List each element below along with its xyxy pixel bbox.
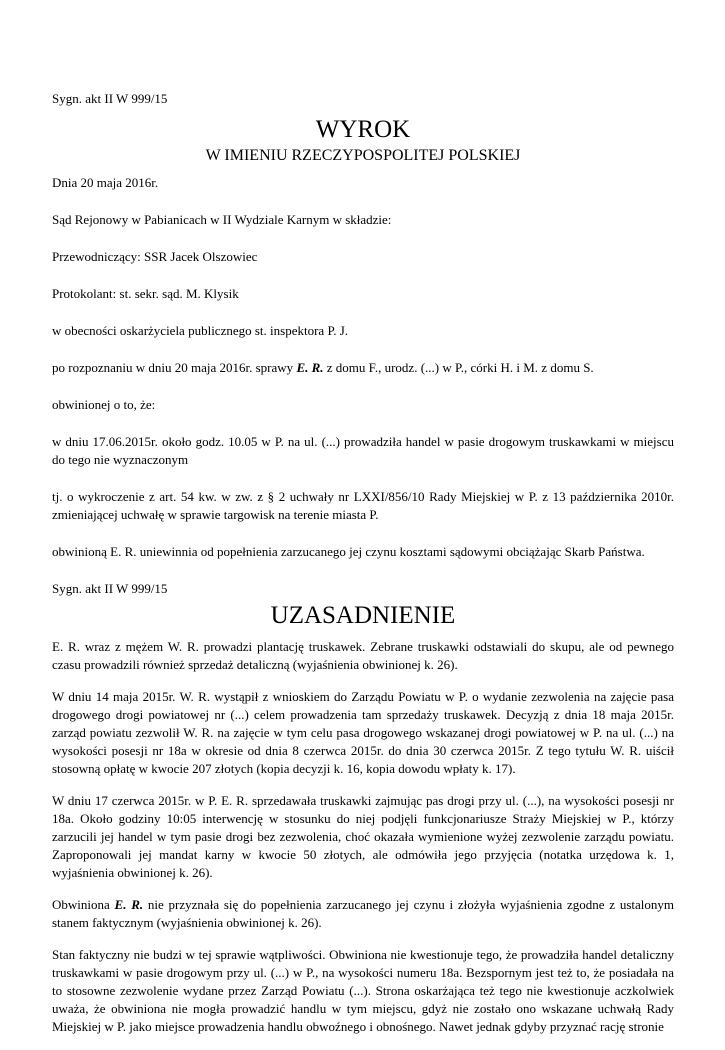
court-clerk: Protokolant: st. sekr. sąd. M. Klysik bbox=[52, 286, 239, 301]
accused-intro: obwinionej o to, że: bbox=[52, 397, 156, 412]
p4-accused-name: E. R. bbox=[114, 897, 144, 912]
case-text-pre: po rozpoznaniu w dniu 20 maja 2016r. sprawy bbox=[52, 360, 297, 375]
justification-paragraph-1: E. R. wraz z mężem W. R. prowadzi plantację truskawek. Zebrane truskawki odstawiali do skupu, ale od pewnego czasu prowadzili również sprzedaż detaliczną (wyjaśnienia obwinionej k. 26). bbox=[52, 639, 674, 672]
judgment-subtitle: W IMIENIU RZECZYPOSPOLITEJ POLSKIEJ bbox=[205, 147, 521, 164]
justification-paragraph-3: W dniu 17 czerwca 2015r. w P. E. R. sprzedawała truskawki zajmując pas drogi przy ul. (...), na wysokości posesji nr 18a. Około godziny 10:05 interwencję w stosunku do niej podjęli funkcjonariusze Straży Miejskiej w P., którzy zarzucili jej handel w tym pasie drogi bez zezwolenia, choć okazała wymienione wyżej zezwolenie zarządu powiatu. Zaproponowali jej mandat karny w kwocie 50 złotych, ale odmówiła jego przyjęcia (notatka urzędowa k. 1, wyjaśnienia obwinionej k. 26). bbox=[52, 793, 674, 880]
case-signature-2: Sygn. akt II W 999/15 bbox=[52, 581, 168, 596]
p4-text-post: nie przyznała się do popełnienia zarzucanego jej czynu i złożyła wyjaśnienia zgodne z ustalonym stanem faktycznym (wyjaśnienia obwinionej k. 26). bbox=[52, 897, 675, 930]
court-composition: Sąd Rejonowy w Pabianicach w II Wydziale Karnym w składzie: bbox=[52, 212, 392, 227]
justification-paragraph-2: W dniu 14 maja 2015r. W. R. wystąpił z wnioskiem do Zarządu Powiatu w P. o wydanie zezwolenia na zajęcie pasa drogowego drogi powiatowej nr (...) celem prowadzenia tam sprzedaży truskawek. Decyzją z dnia 18 maja 2015r. zarząd powiatu zezwolił W. R. na zajęcie w tym celu pasa drogowego wskazanej drogi powiatowej w P. na ul. (...) na wysokości posesji nr 18a w okresie od dnia 8 czerwca 2015r. do dnia 30 czerwca 2015r. Z tego tytułu W. R. uiścił stosowną opłatę w kwocie 207 złotych (kopia decyzji k. 16, kopia dowodu wpłaty k. 17). bbox=[52, 689, 674, 776]
p4-text-pre: Obwiniona bbox=[52, 897, 115, 912]
judgment-title: WYROK bbox=[315, 116, 411, 143]
presiding-judge: Przewodniczący: SSR Jacek Olszowiec bbox=[52, 249, 258, 264]
case-text-post: z domu F., urodz. (...) w P., córki H. i M. z domu S. bbox=[323, 360, 594, 375]
justification-paragraph-5: Stan faktyczny nie budzi w tej sprawie wątpliwości. Obwiniona nie kwestionuje tego, że prowadziła handel detaliczny truskawkami w pasie drogowym przy ul. (...) w P., na wysokości numeru 18a. Bezspornym jest też to, że posiadała na to stosowne zezwolenie wydane przez Zarząd Powiatu (...). Strona oskarżająca też tego nie kwestionuje aczkolwiek uważa, że obwiniona nie mogła prowadzić handlu w tym miejscu, gdyż nie zostało ono wskazane uchwałą Rady Miejskiej w P. jako miejsce prowadzenia handlu obwoźnego i obnośnego. Nawet jednak gdyby przyznać rację stronie bbox=[52, 947, 674, 1034]
document-page bbox=[52, 90, 674, 1050]
charge-text: w dniu 17.06.2015r. około godz. 10.05 w P. na ul. (...) prowadziła handel w pasie drogowym truskawkami w miejscu do tego nie wyznaczonym bbox=[52, 434, 674, 467]
accused-name: E. R. bbox=[296, 360, 324, 375]
justification-paragraph-4 bbox=[52, 896, 674, 932]
judgment-date: Dnia 20 maja 2016r. bbox=[52, 175, 159, 190]
case-description bbox=[52, 359, 674, 377]
verdict-text: obwinioną E. R. uniewinnia od popełnienia zarzucanego jej czynu kosztami sądowymi obciążając Skarb Państwa. bbox=[52, 544, 645, 559]
case-signature: Sygn. akt II W 999/15 bbox=[52, 91, 168, 106]
justification-title: UZASADNIENIE bbox=[270, 602, 456, 629]
legal-basis: tj. o wykroczenie z art. 54 kw. w zw. z § 2 uchwały nr LXXI/856/10 Rady Miejskiej w P. z 13 października 2010r. zmieniającej uchwałę w sprawie targowisk na terenie miasta P. bbox=[52, 489, 674, 522]
prosecutor-presence: w obecności oskarżyciela publicznego st. inspektora P. J. bbox=[52, 323, 349, 338]
